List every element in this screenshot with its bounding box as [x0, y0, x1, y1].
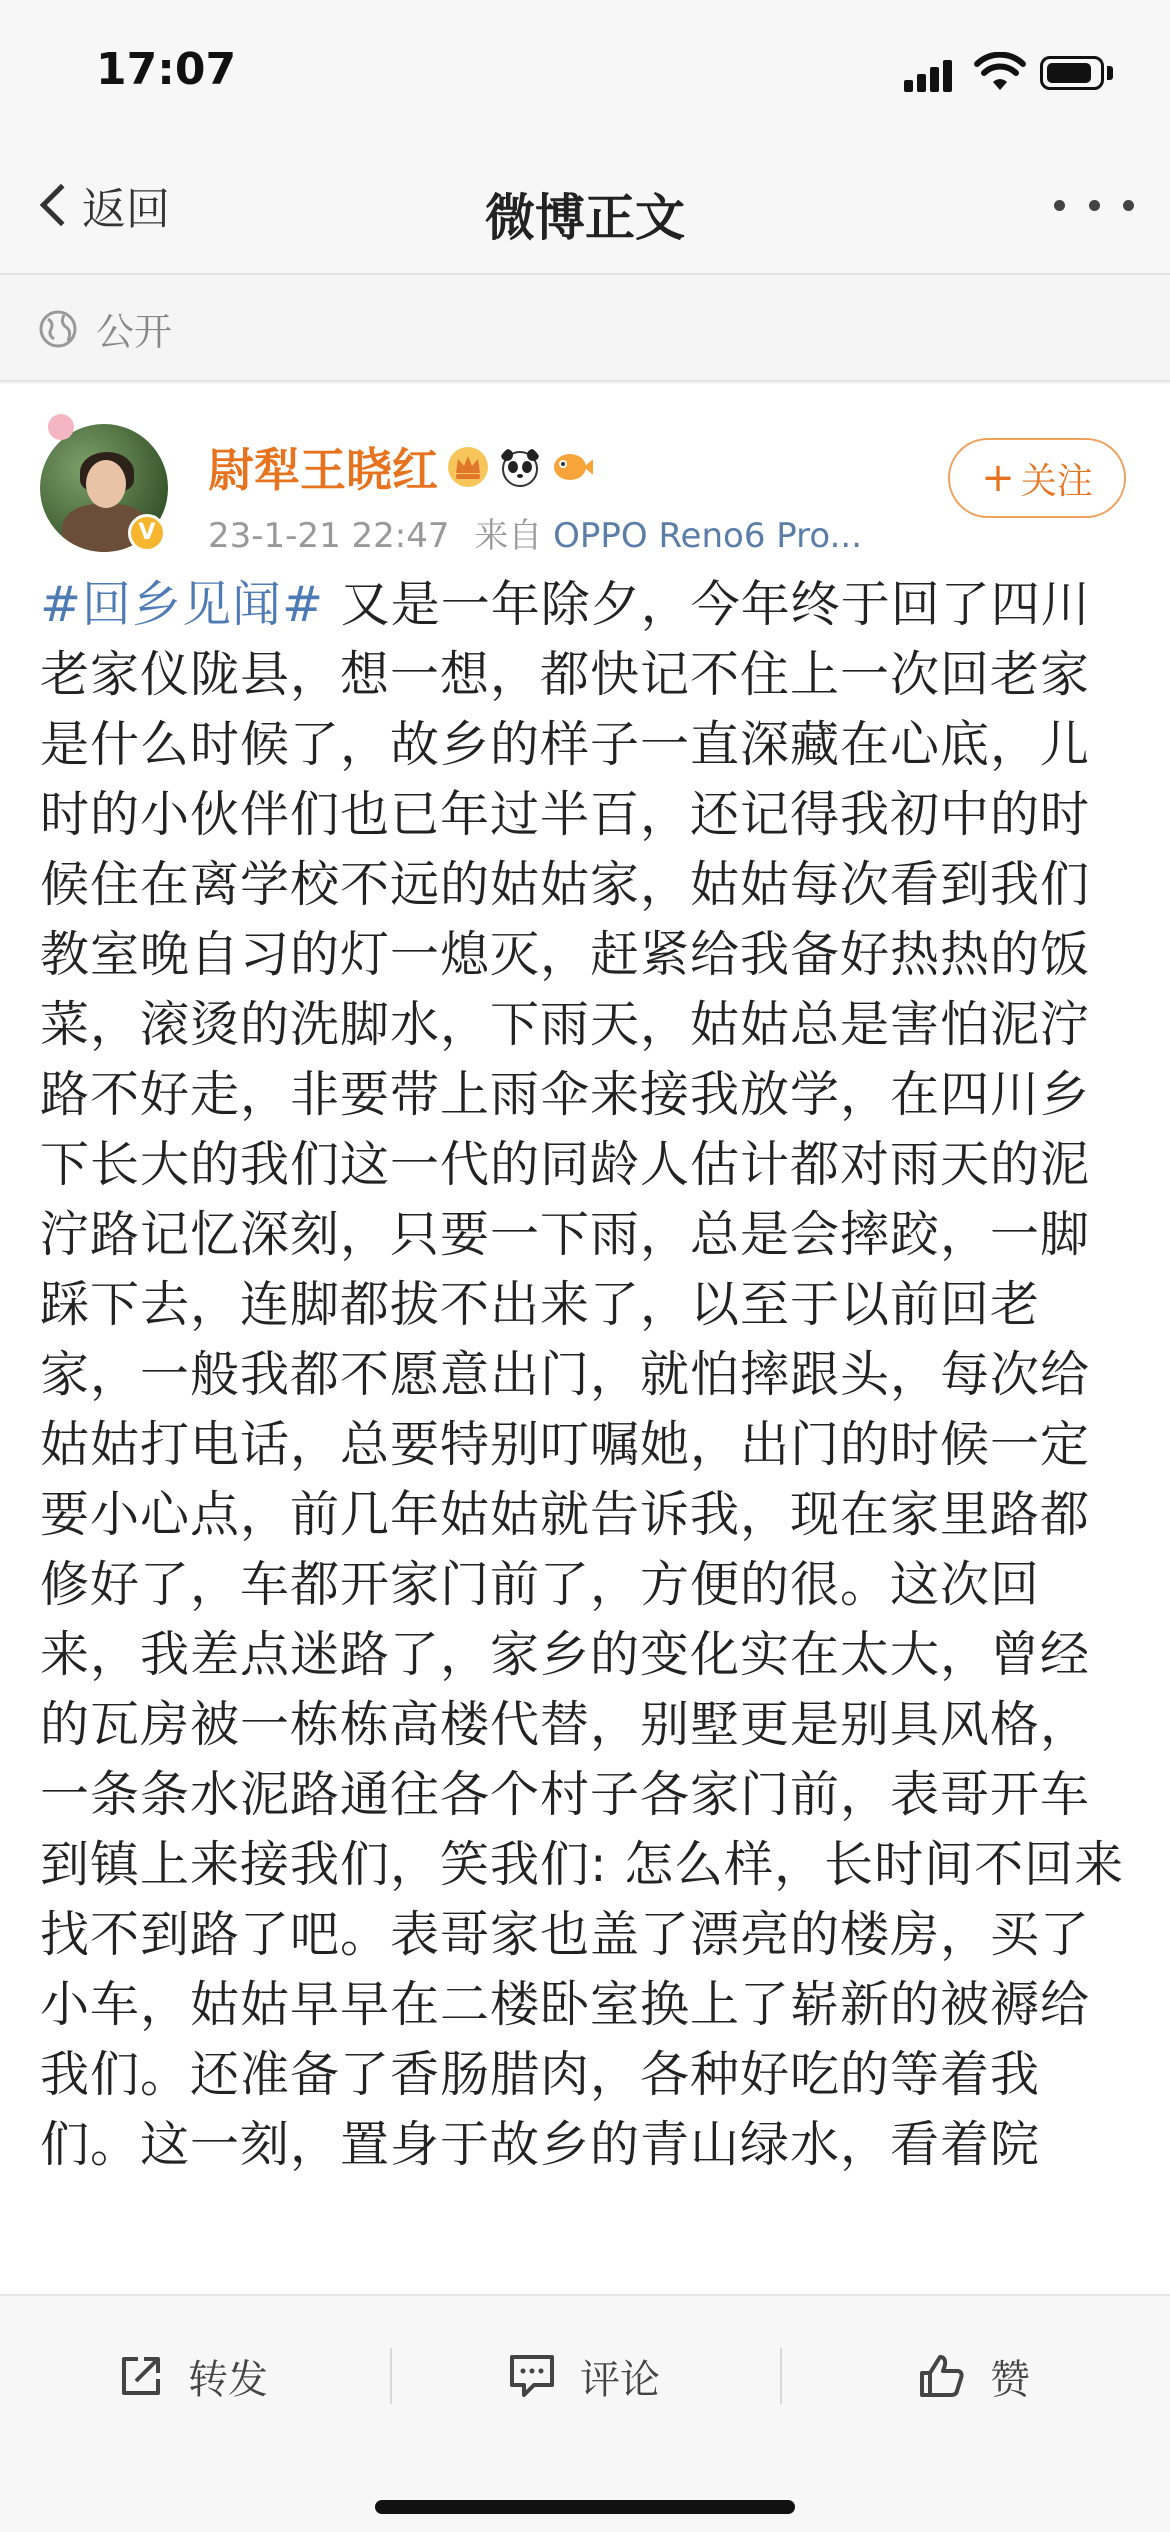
post-source[interactable]: OPPO Reno6 Pro... [553, 516, 863, 556]
comment-label: 评论 [580, 2356, 660, 2403]
thumbs-up-icon [916, 2351, 968, 2401]
battery-cap [1107, 66, 1113, 80]
globe-icon [38, 309, 78, 349]
plus-icon: + [981, 455, 1015, 501]
repost-button[interactable] [116, 2336, 268, 2416]
visibility-row [0, 277, 1170, 382]
repost-label: 转发 [188, 2356, 268, 2403]
status-time: 17:07 [96, 44, 237, 95]
more-options-icon[interactable] [1054, 200, 1134, 220]
back-label: 返回 [82, 184, 170, 235]
battery-icon [1040, 56, 1104, 90]
fish-icon [550, 445, 594, 489]
cellular-signal-icon [904, 58, 956, 92]
comment-icon [506, 2351, 558, 2401]
like-button[interactable] [916, 2336, 1030, 2416]
wifi-icon [974, 52, 1026, 92]
avatar-decoration [48, 414, 74, 440]
panda-icon [498, 445, 542, 489]
status-bar [0, 0, 1170, 140]
toolbar-divider [780, 2348, 782, 2404]
like-label: 赞 [990, 2356, 1030, 2403]
post-body-text: 又是一年除夕，今年终于回了四川老家仪陇县，想一想，都快记不住上一次回老家是什么时候了，故乡的样子一直深藏在心底，儿时的小伙伴们也已年过半百，还记得我初中的时候住在离学校不远的姑姑家，姑姑每次看到我们教室晚自习的灯一熄灭，赶紧给我备好热热的饭菜，滚烫的洗脚水，下雨天，姑姑总是害怕泥泞路不好走，非要带上雨伞来接我放学，在四川乡下长大的我们这一代的同龄人估计都对雨天的泥泞路记忆深刻，只要一下雨，总是会摔跤，一脚踩下去，连脚都拔不出来了，以至于以前回老家，一般我都不愿意出门，就怕摔跟头，每次给姑姑打电话，总要特别叮嘱她，出门的时候一定要小心点，前几年姑姑就告诉我，现在家里路都修好了，车都开家门前了，方便的很。这次回来，我差点迷路了，家乡的变化实在太大，曾经的瓦房被一栋栋高楼代替，别墅更是别具风格，一条条水泥路通往各个村子各家门前，表哥开车到镇上来接我们，笑我们: 怎么样，长时间不回来找不到路了吧。表哥家也盖了漂亮的楼房，买了小车，姑姑早早在二楼卧室换上了崭新的被褥给我们。还准备了香肠腊肉，各种好吃的等着我们。这一刻，置身于故乡的青山绿水，看着院 [40, 576, 1125, 2173]
follow-button[interactable] [948, 438, 1126, 518]
username-row [208, 434, 594, 500]
follow-label: 关注 [1020, 460, 1093, 502]
toolbar-divider [390, 2348, 392, 2404]
home-indicator[interactable] [375, 2500, 795, 2514]
comment-button[interactable] [506, 2336, 660, 2416]
username[interactable]: 尉犁王晓红 [208, 443, 438, 497]
hashtag-link[interactable]: #回乡见闻# [40, 576, 325, 633]
verified-badge-icon: V [128, 514, 166, 552]
post-card [0, 384, 1170, 2294]
page-title: 微博正文 [485, 189, 685, 247]
source-prefix: 来自 [474, 516, 543, 556]
bottom-toolbar [0, 2294, 1170, 2532]
visibility-label: 公开 [96, 310, 173, 354]
repost-icon [116, 2351, 166, 2401]
post-meta [208, 508, 862, 557]
nav-bar [0, 140, 1170, 275]
post-body [40, 570, 1135, 2180]
crown-icon [446, 445, 490, 489]
post-timestamp: 23-1-21 22:47 [208, 516, 450, 556]
